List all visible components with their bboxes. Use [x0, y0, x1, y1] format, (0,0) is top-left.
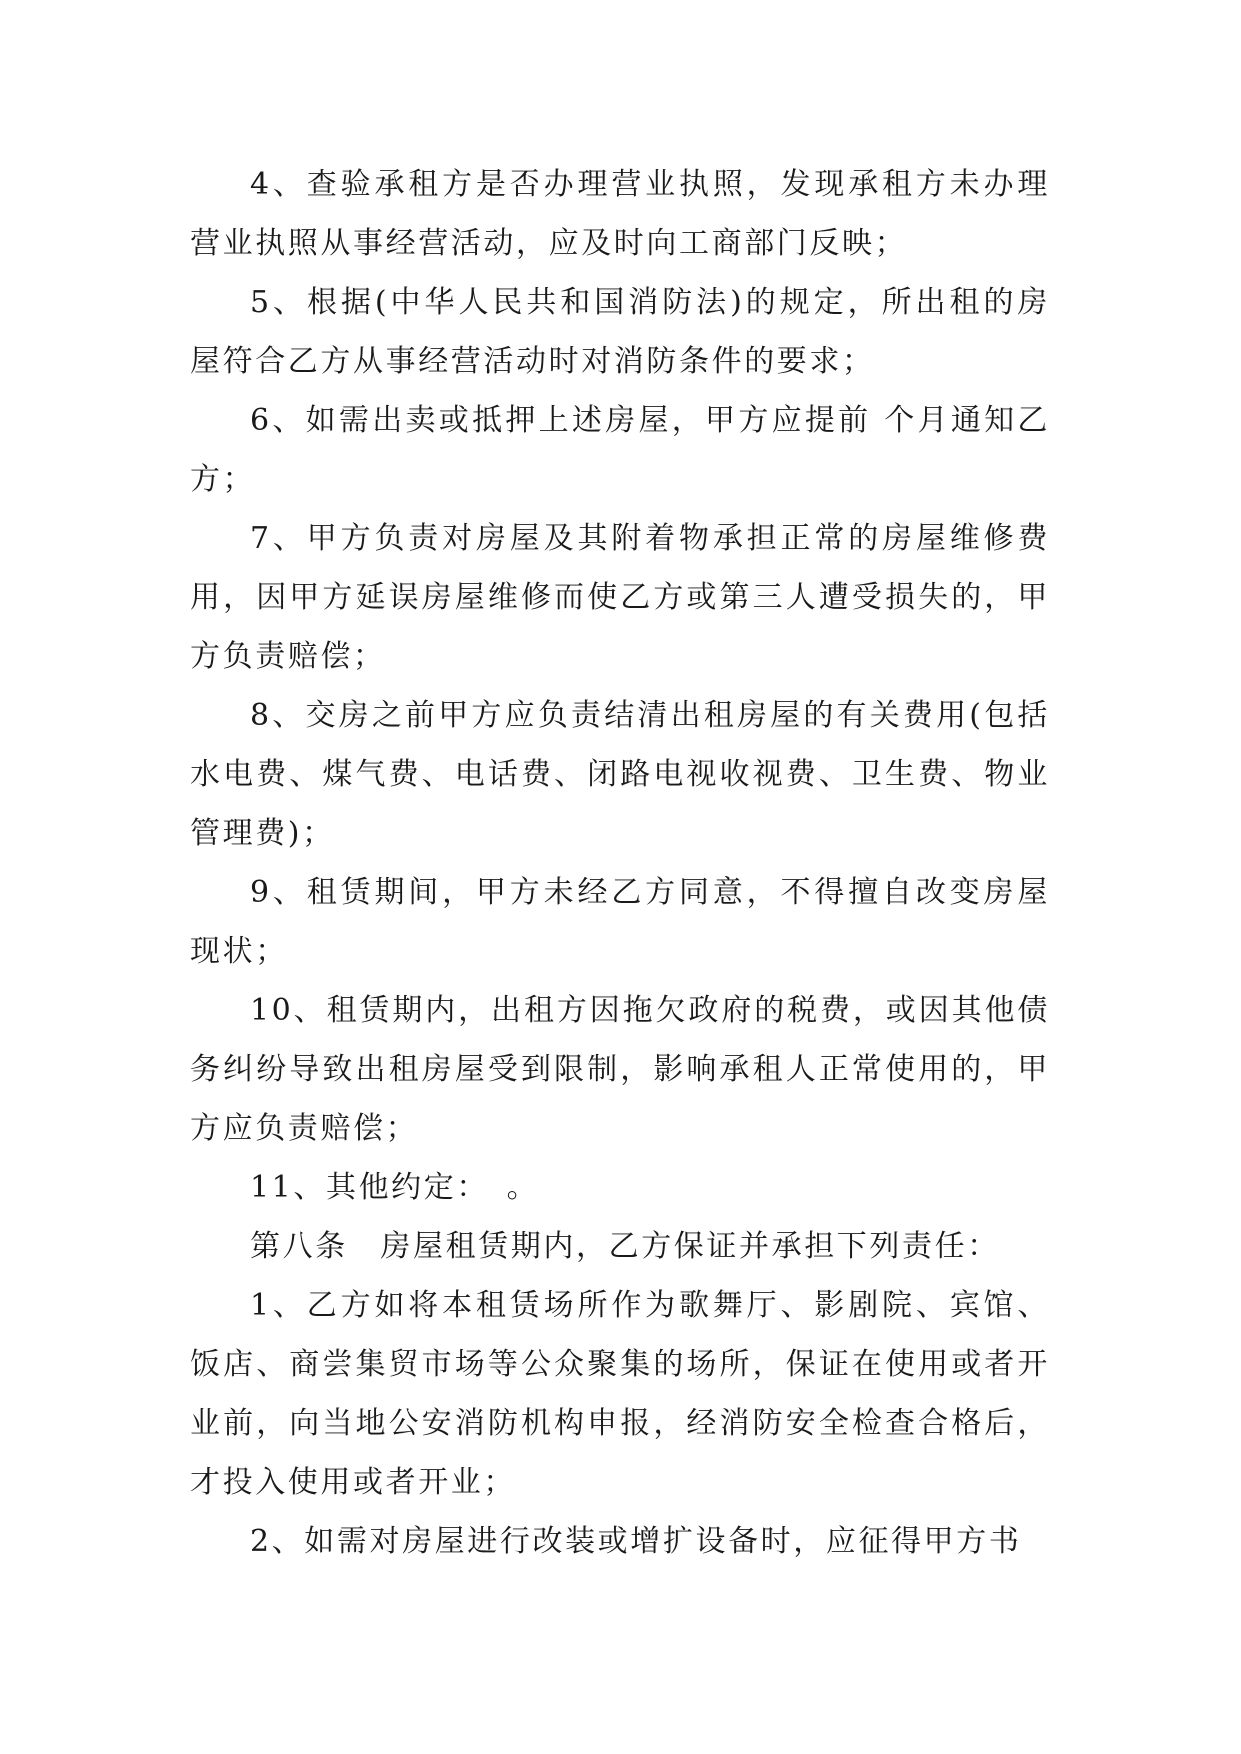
- paragraph-clause-4: 4、查验承租方是否办理营业执照，发现承租方未办理营业执照从事经营活动，应及时向工商部门反映；: [190, 167, 1050, 261]
- paragraph-article-8-item-1: 1、乙方如将本租赁场所作为歌舞厅、影剧院、宾馆、饭店、商尝集贸市场等公众聚集的场所，保证在使用或者开业前，向当地公安消防机构申报，经消防安全检查合格后，才投入使用或者开业；: [190, 1288, 1050, 1500]
- paragraph-clause-5: 5、根据(中华人民共和国消防法)的规定，所出租的房屋符合乙方从事经营活动时对消防条件的要求；: [190, 285, 1050, 379]
- paragraph-clause-10: 10、租赁期内，出租方因拖欠政府的税费，或因其他债务纠纷导致出租房屋受到限制，影响承租人正常使用的，甲方应负责赔偿；: [190, 993, 1050, 1146]
- paragraph-clause-8: 8、交房之前甲方应负责结清出租房屋的有关费用(包括水电费、煤气费、电话费、闭路电视收视费、卫生费、物业管理费)；: [190, 698, 1050, 851]
- paragraph-clause-11: 11、其他约定： 。: [250, 1170, 540, 1205]
- article-8-heading: 第八条 房屋租赁期内，乙方保证并承担下列责任：: [250, 1229, 1000, 1264]
- paragraph-clause-9: 9、租赁期间，甲方未经乙方同意，不得擅自改变房屋现状；: [190, 875, 1050, 969]
- paragraph-article-8-item-2: 2、如需对房屋进行改装或增扩设备时，应征得甲方书: [250, 1524, 1022, 1559]
- document-body: [190, 155, 1050, 1571]
- paragraph-clause-6: 6、如需出卖或抵押上述房屋，甲方应提前 个月通知乙方；: [190, 403, 1050, 497]
- paragraph-clause-7: 7、甲方负责对房屋及其附着物承担正常的房屋维修费用，因甲方延误房屋维修而使乙方或第三人遭受损失的，甲方负责赔偿；: [190, 521, 1050, 674]
